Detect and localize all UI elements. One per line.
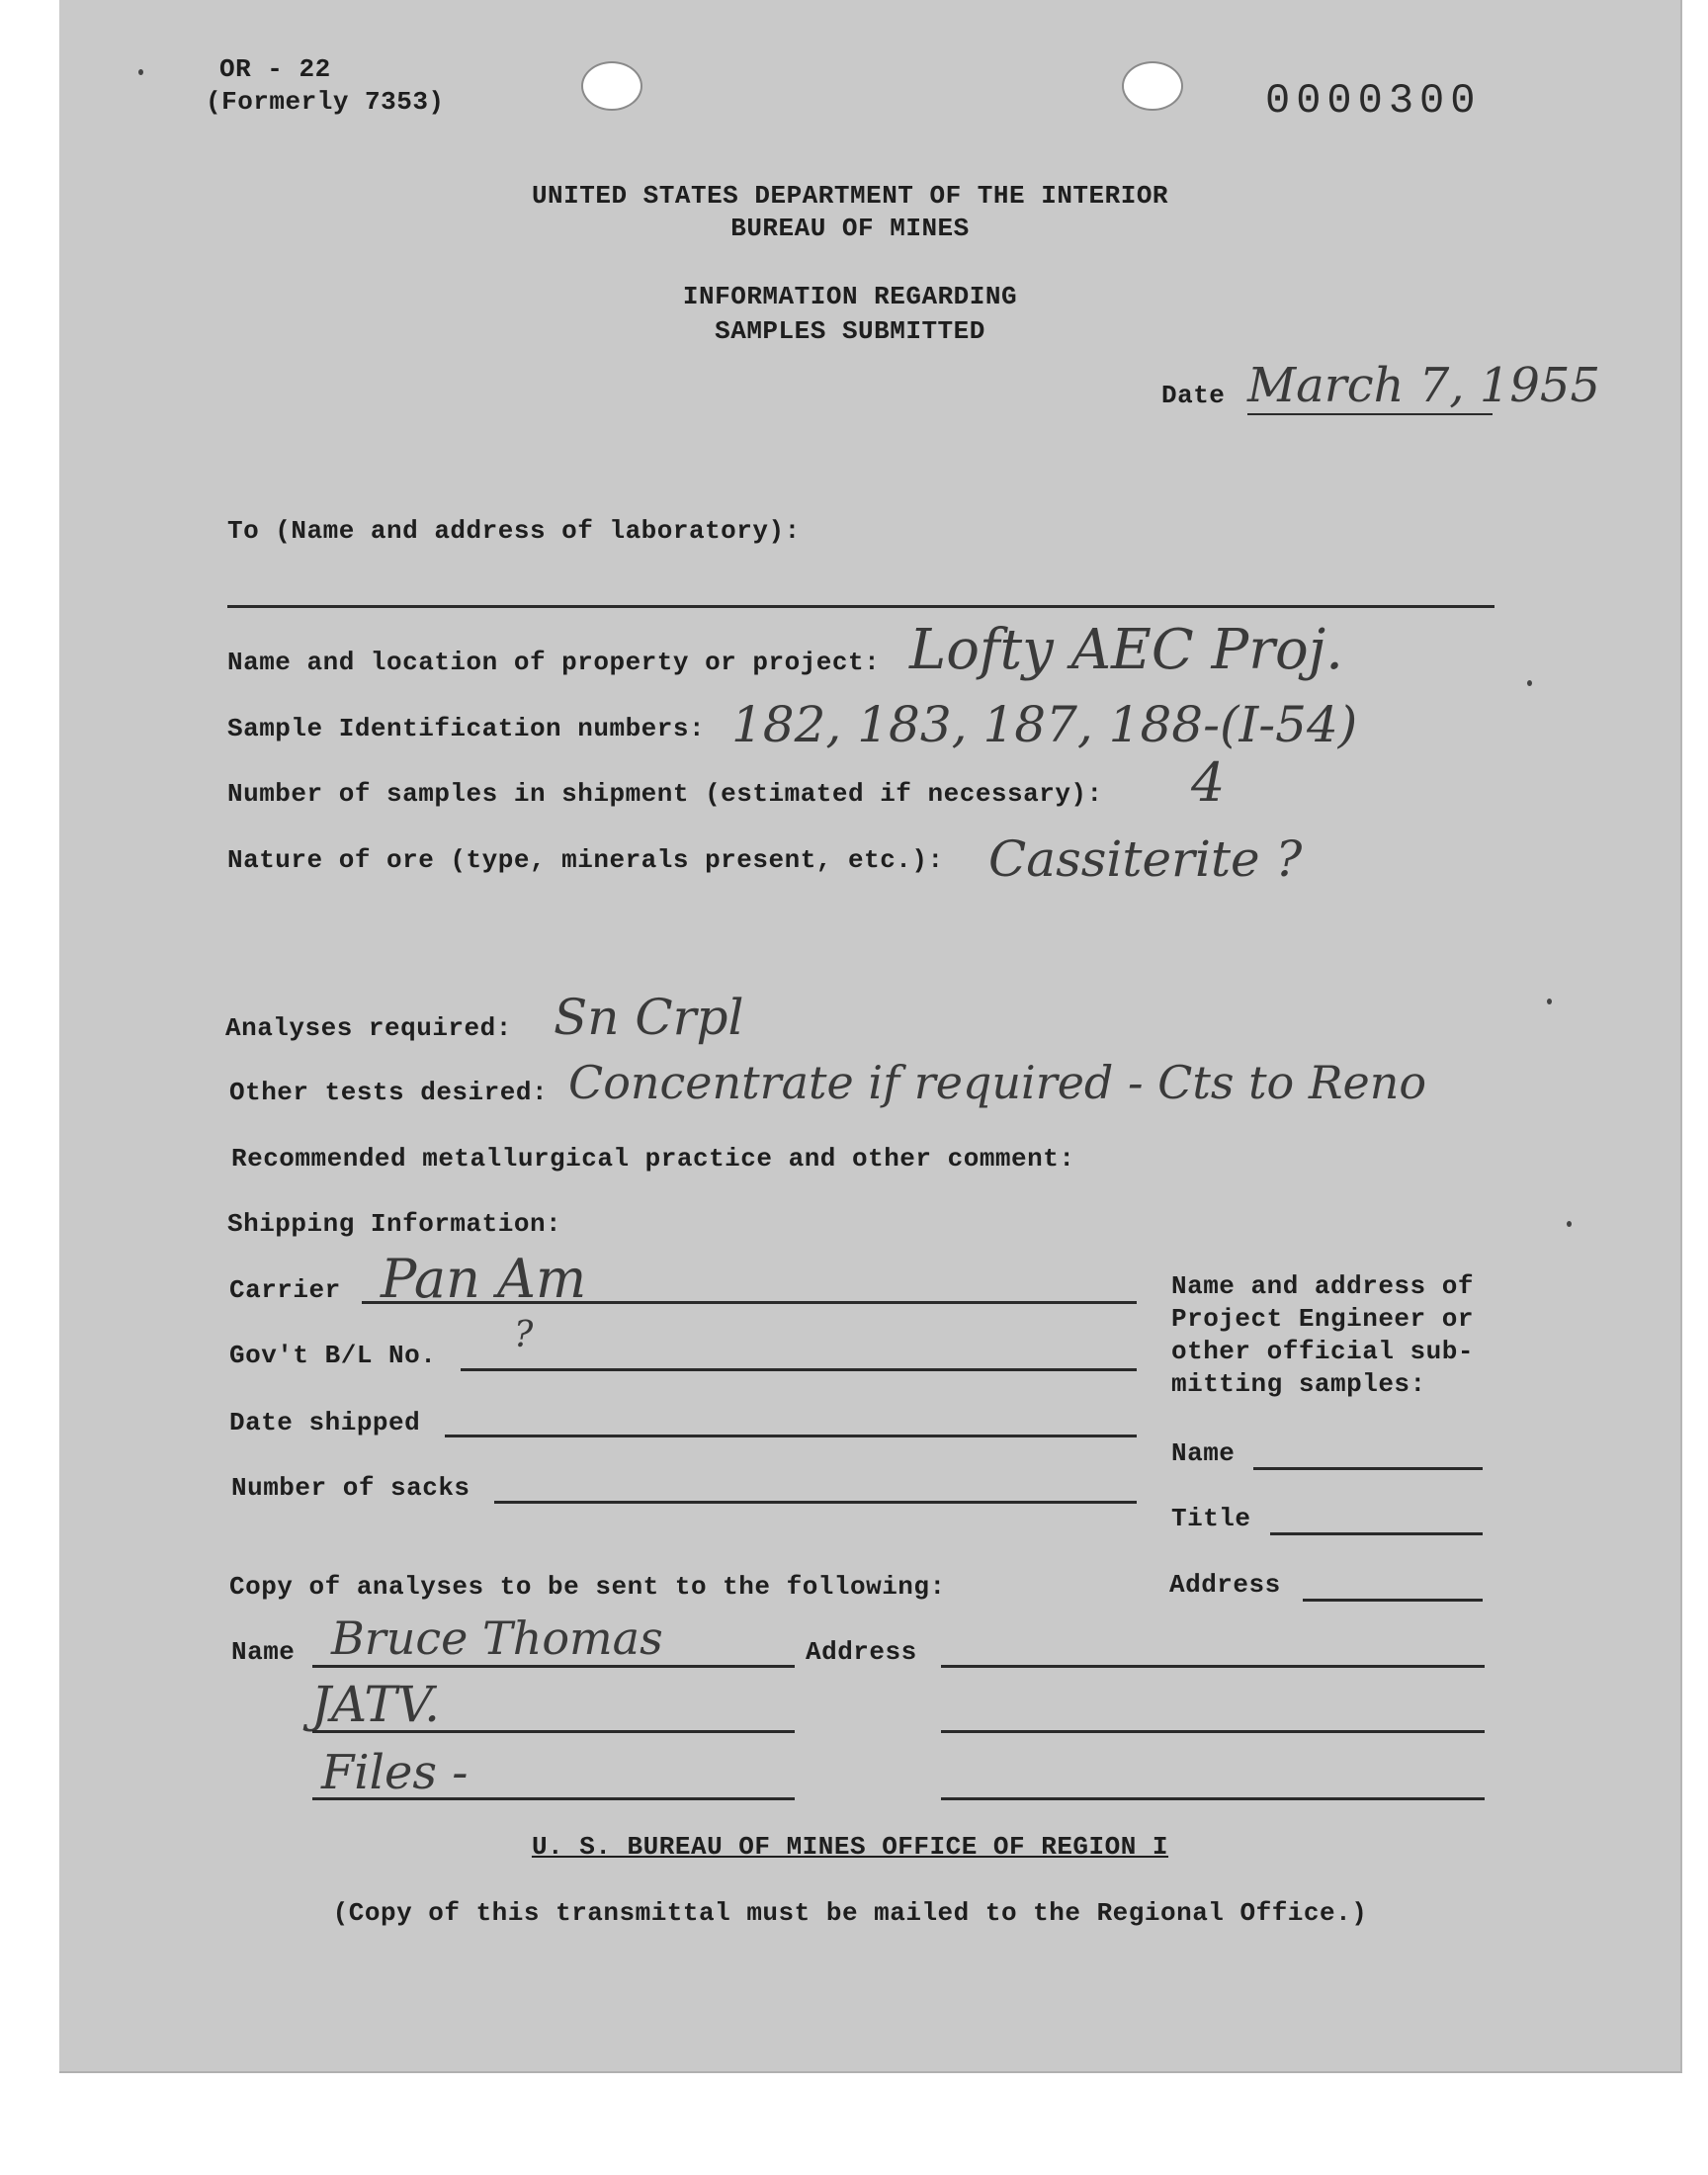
- copy-name-label: Name: [231, 1637, 296, 1667]
- sacks-label: Number of sacks: [231, 1473, 470, 1503]
- paper-speck: [138, 69, 143, 75]
- carrier-line: [362, 1301, 1137, 1304]
- analyses-label: Analyses required:: [225, 1013, 512, 1043]
- copy-name-line-2: [312, 1730, 795, 1733]
- sample-ids-label: Sample Identification numbers:: [227, 714, 706, 743]
- bl-value[interactable]: ?: [514, 1315, 534, 1355]
- date-shipped-line[interactable]: [445, 1435, 1137, 1437]
- form-title-line2: SAMPLES SUBMITTED: [715, 316, 985, 346]
- property-value[interactable]: Lofty AEC Proj.: [909, 618, 1343, 682]
- formerly-number: (Formerly 7353): [206, 87, 445, 117]
- paper-speck: [1527, 680, 1532, 686]
- engineer-name-label: Name: [1171, 1438, 1236, 1468]
- carrier-label: Carrier: [229, 1275, 341, 1305]
- copy-name-3[interactable]: Files -: [321, 1745, 469, 1800]
- paper-speck: [1567, 1221, 1572, 1227]
- copy-name-1[interactable]: Bruce Thomas: [331, 1611, 663, 1665]
- analyses-value[interactable]: Sn Crpl: [554, 989, 744, 1046]
- serial-number: 0000300: [1265, 77, 1482, 125]
- recommended-label: Recommended metallurgical practice and other comment:: [231, 1144, 1075, 1174]
- copy-name-2[interactable]: JATV.: [311, 1676, 441, 1733]
- shipping-heading: Shipping Information:: [227, 1209, 562, 1239]
- date-label: Date: [1161, 381, 1226, 410]
- engineer-name-line[interactable]: [1253, 1467, 1483, 1470]
- paper-speck: [1547, 999, 1552, 1004]
- date-underline: [1247, 413, 1493, 415]
- engineer-heading-3: other official sub-: [1171, 1337, 1474, 1366]
- engineer-heading-2: Project Engineer or: [1171, 1304, 1474, 1334]
- property-label: Name and location of property or project:: [227, 648, 881, 677]
- engineer-heading-1: Name and address of: [1171, 1271, 1474, 1301]
- ore-label: Nature of ore (type, minerals present, etc.):: [227, 845, 944, 875]
- num-samples-value[interactable]: 4: [1191, 751, 1226, 814]
- date-value[interactable]: March 7, 1955: [1247, 358, 1600, 413]
- bl-label: Gov't B/L No.: [229, 1341, 437, 1370]
- carrier-value[interactable]: Pan Am: [381, 1248, 587, 1310]
- copy-address-line-3[interactable]: [941, 1797, 1485, 1800]
- tests-label: Other tests desired:: [229, 1078, 549, 1107]
- engineer-address-label: Address: [1169, 1570, 1281, 1600]
- tests-value[interactable]: Concentrate if required - Cts to Reno: [568, 1056, 1427, 1109]
- ore-value[interactable]: Cassiterite ?: [988, 830, 1303, 888]
- bureau-name: BUREAU OF MINES: [730, 214, 970, 243]
- department-name: UNITED STATES DEPARTMENT OF THE INTERIOR: [531, 181, 1169, 211]
- copy-name-line-1: [312, 1665, 795, 1668]
- engineer-title-label: Title: [1171, 1504, 1251, 1533]
- copies-heading: Copy of analyses to be sent to the following:: [229, 1572, 946, 1602]
- punch-hole: [1122, 61, 1183, 111]
- mailing-note: (Copy of this transmittal must be mailed to the Regional Office.): [332, 1898, 1368, 1928]
- num-samples-label: Number of samples in shipment (estimated if necessary):: [227, 779, 1103, 809]
- engineer-heading-4: mitting samples:: [1171, 1369, 1426, 1399]
- region-office: U. S. BUREAU OF MINES OFFICE OF REGION I: [531, 1832, 1169, 1862]
- engineer-title-line[interactable]: [1270, 1532, 1483, 1535]
- sample-ids-value[interactable]: 182, 183, 187, 188-(I-54): [731, 696, 1358, 753]
- copy-name-line-3: [312, 1797, 795, 1800]
- bl-line: [461, 1368, 1137, 1371]
- engineer-address-line[interactable]: [1303, 1599, 1483, 1602]
- to-line: [227, 605, 1494, 608]
- to-label: To (Name and address of laboratory):: [227, 516, 801, 546]
- copy-address-line-2[interactable]: [941, 1730, 1485, 1733]
- copy-address-label: Address: [806, 1637, 917, 1667]
- date-shipped-label: Date shipped: [229, 1408, 421, 1437]
- form-number: OR - 22: [219, 54, 331, 84]
- punch-hole: [581, 61, 642, 111]
- form-title-line1: INFORMATION REGARDING: [682, 282, 1018, 311]
- copy-address-line-1[interactable]: [941, 1665, 1485, 1668]
- sacks-line[interactable]: [494, 1501, 1137, 1504]
